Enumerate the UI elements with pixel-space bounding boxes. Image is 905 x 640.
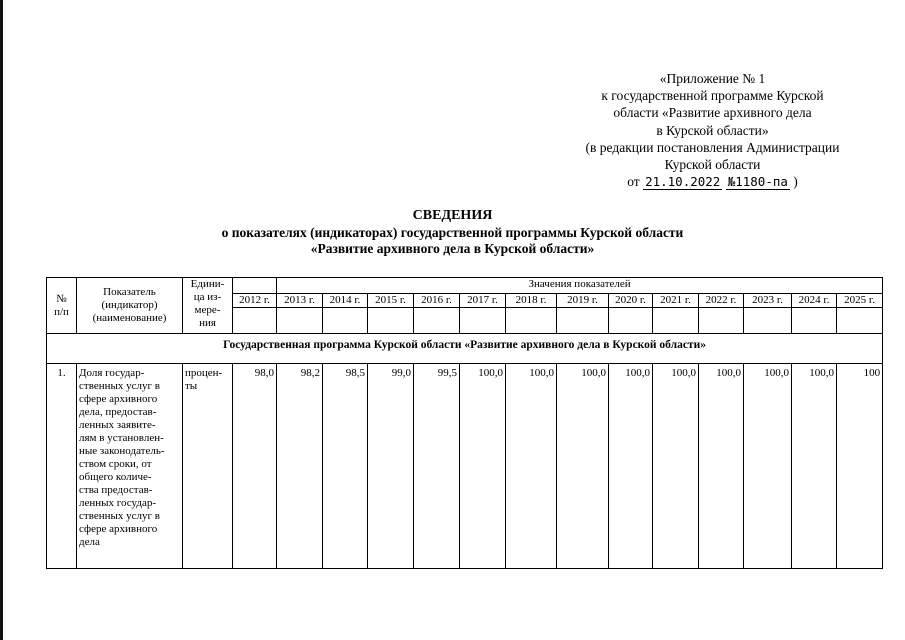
empty-cell — [557, 308, 609, 334]
document-title — [0, 208, 905, 258]
year-header: 2017 г. — [460, 294, 506, 308]
table-row — [47, 364, 883, 569]
value-cell: 100,0 — [699, 364, 744, 569]
value-cell: 100,0 — [609, 364, 653, 569]
title-heading: СВЕДЕНИЯ — [412, 208, 493, 223]
value-cell: 100,0 — [460, 364, 506, 569]
title-line-2: «Развитие архивного дела в Курской области» — [310, 241, 595, 256]
year-header: 2024 г. — [792, 294, 837, 308]
row-unit: процен- ты — [183, 364, 233, 569]
appendix-line: Курской области — [664, 157, 761, 173]
appendix-line: к государственной программе Курской — [601, 88, 824, 104]
value-cell: 100,0 — [557, 364, 609, 569]
empty-cell — [414, 308, 460, 334]
empty-cell — [699, 308, 744, 334]
date-value: 21.10.2022 — [645, 174, 721, 190]
year-header: 2021 г. — [653, 294, 699, 308]
appendix-line: области «Развитие архивного дела — [613, 105, 812, 121]
value-cell: 99,0 — [368, 364, 414, 569]
value-cell: 100 — [837, 364, 883, 569]
value-cell: 98,2 — [277, 364, 323, 569]
empty-cell — [506, 308, 557, 334]
header-values-blank — [233, 278, 277, 294]
year-header: 2022 г. — [699, 294, 744, 308]
appendix-date-line — [520, 173, 905, 190]
row-number: 1. — [47, 364, 77, 569]
year-header: 2020 г. — [609, 294, 653, 308]
empty-cell — [744, 308, 792, 334]
empty-cell — [653, 308, 699, 334]
year-header: 2015 г. — [368, 294, 414, 308]
empty-cell — [323, 308, 368, 334]
date-suffix: ) — [793, 174, 798, 190]
section-title: Государственная программа Курской области «Развитие архивного дела в Курской области» — [47, 334, 883, 364]
appendix-line: в Курской области» — [656, 122, 769, 138]
indicators-table — [46, 277, 883, 569]
value-cell: 100,0 — [744, 364, 792, 569]
title-line-1: о показателях (индикаторах) государственной программы Курской области — [221, 224, 684, 240]
value-cell: 100,0 — [792, 364, 837, 569]
empty-cell — [609, 308, 653, 334]
empty-cell — [460, 308, 506, 334]
empty-cell — [368, 308, 414, 334]
header-values: Значения показателей — [277, 278, 883, 294]
appendix-block — [520, 70, 905, 190]
year-header: 2025 г. — [837, 294, 883, 308]
year-header: 2016 г. — [414, 294, 460, 308]
year-header: 2014 г. — [323, 294, 368, 308]
decree-number: №1180-па — [727, 174, 788, 190]
header-num: № п/п — [47, 278, 77, 334]
empty-cell — [792, 308, 837, 334]
empty-cell — [233, 308, 277, 334]
appendix-line: «Приложение № 1 — [659, 71, 766, 86]
empty-cell — [277, 308, 323, 334]
date-prefix: от — [627, 174, 640, 190]
value-cell: 98,5 — [323, 364, 368, 569]
year-header: 2023 г. — [744, 294, 792, 308]
value-cell: 100,0 — [653, 364, 699, 569]
year-header: 2012 г. — [233, 294, 277, 308]
value-cell: 100,0 — [506, 364, 557, 569]
value-cell: 98,0 — [233, 364, 277, 569]
header-indicator: Показатель (индикатор) (наименование) — [77, 278, 183, 334]
year-header: 2019 г. — [557, 294, 609, 308]
scan-edge — [0, 0, 3, 640]
empty-cell — [837, 308, 883, 334]
year-header: 2018 г. — [506, 294, 557, 308]
year-header: 2013 г. — [277, 294, 323, 308]
appendix-line: (в редакции постановления Администрации — [585, 139, 840, 155]
value-cell: 99,5 — [414, 364, 460, 569]
header-unit: Едини- ца из- мере- ния — [183, 278, 233, 334]
row-indicator: Доля государ- ственных услуг в сфере архивного дела, предостав- ленных заявите- лям в установлен- ные законодатель- ством сроки, от общего количе- ства предостав- ленных государ- ственных услуг в сфере архивного дела — [77, 364, 183, 569]
